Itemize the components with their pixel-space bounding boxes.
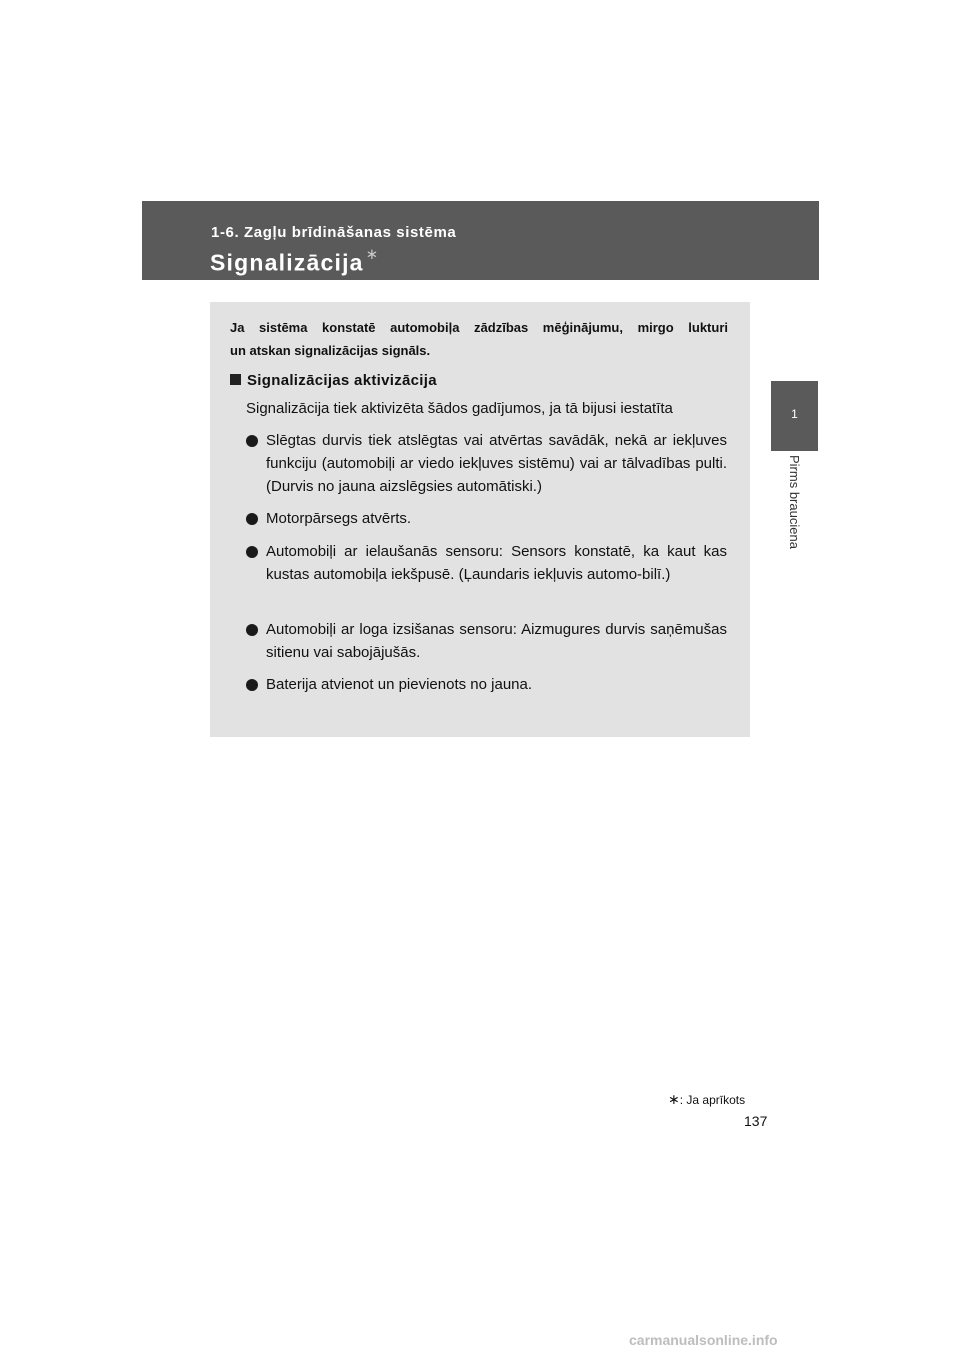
content-box xyxy=(210,302,750,737)
footnote-text: : Ja aprīkots xyxy=(679,1093,746,1107)
intro-line-1: Ja sistēma konstatē automobiļa zādzības mēģinājumu, mirgo lukturi xyxy=(230,320,728,335)
page-title xyxy=(210,248,379,277)
list-item-text: Automobiļi ar ielaušanās sensoru: Sensors konstatē, ka kaut kas kustas automobiļa iekšpusē. (Ļaundaris iekļuvis automo-bilī.) xyxy=(266,543,727,583)
lead-text: Signalizācija tiek aktivizēta šādos gadījumos, ja tā bijusi iestatīta xyxy=(246,400,673,417)
watermark: carmanualsonline.info xyxy=(629,1332,778,1348)
intro-text xyxy=(230,316,728,362)
subheading xyxy=(230,372,437,389)
equipped-mark: ∗ xyxy=(365,246,380,263)
asterisk-icon: ∗ xyxy=(668,1091,680,1107)
section-label: 1-6. Zagļu brīdināšanas sistēma xyxy=(211,224,457,241)
list-item xyxy=(246,540,727,586)
bullet-icon xyxy=(246,435,258,447)
list-item xyxy=(246,429,727,498)
square-bullet-icon xyxy=(230,374,241,385)
list-item-text: Automobiļi ar loga izsišanas sensoru: Aizmugures durvis saņēmušas sitienu vai sabojājušās. xyxy=(266,621,727,661)
bullet-icon xyxy=(246,679,258,691)
bullet-icon xyxy=(246,624,258,636)
intro-line-2: un atskan signalizācijas signāls. xyxy=(230,343,431,358)
bullet-icon xyxy=(246,513,258,525)
bullet-icon xyxy=(246,546,258,558)
list-item xyxy=(246,618,727,664)
list-item xyxy=(246,507,727,530)
footnote xyxy=(668,1091,745,1108)
page-number: 137 xyxy=(744,1113,768,1129)
header-bar xyxy=(142,201,819,280)
list-item-text: Slēgtas durvis tiek atslēgtas vai atvērtas savādāk, nekā ar iekļuves funkciju (automobiļi ar viedo iekļuves sistēmu) vai ar tālvadības pulti. (Durvis no jauna aizslēgsies automātiski.) xyxy=(266,432,727,495)
list-item xyxy=(246,673,727,696)
chapter-title: Pirms brauciena xyxy=(787,455,802,549)
chapter-tab xyxy=(771,381,818,451)
chapter-number: 1 xyxy=(791,407,798,421)
list-item-text: Motorpārsegs atvērts. xyxy=(266,510,412,527)
page-title-text: Signalizācija xyxy=(210,249,364,276)
subheading-text: Signalizācijas aktivizācija xyxy=(247,372,437,389)
list-item-text: Baterija atvienot un pievienots no jauna. xyxy=(266,676,533,693)
